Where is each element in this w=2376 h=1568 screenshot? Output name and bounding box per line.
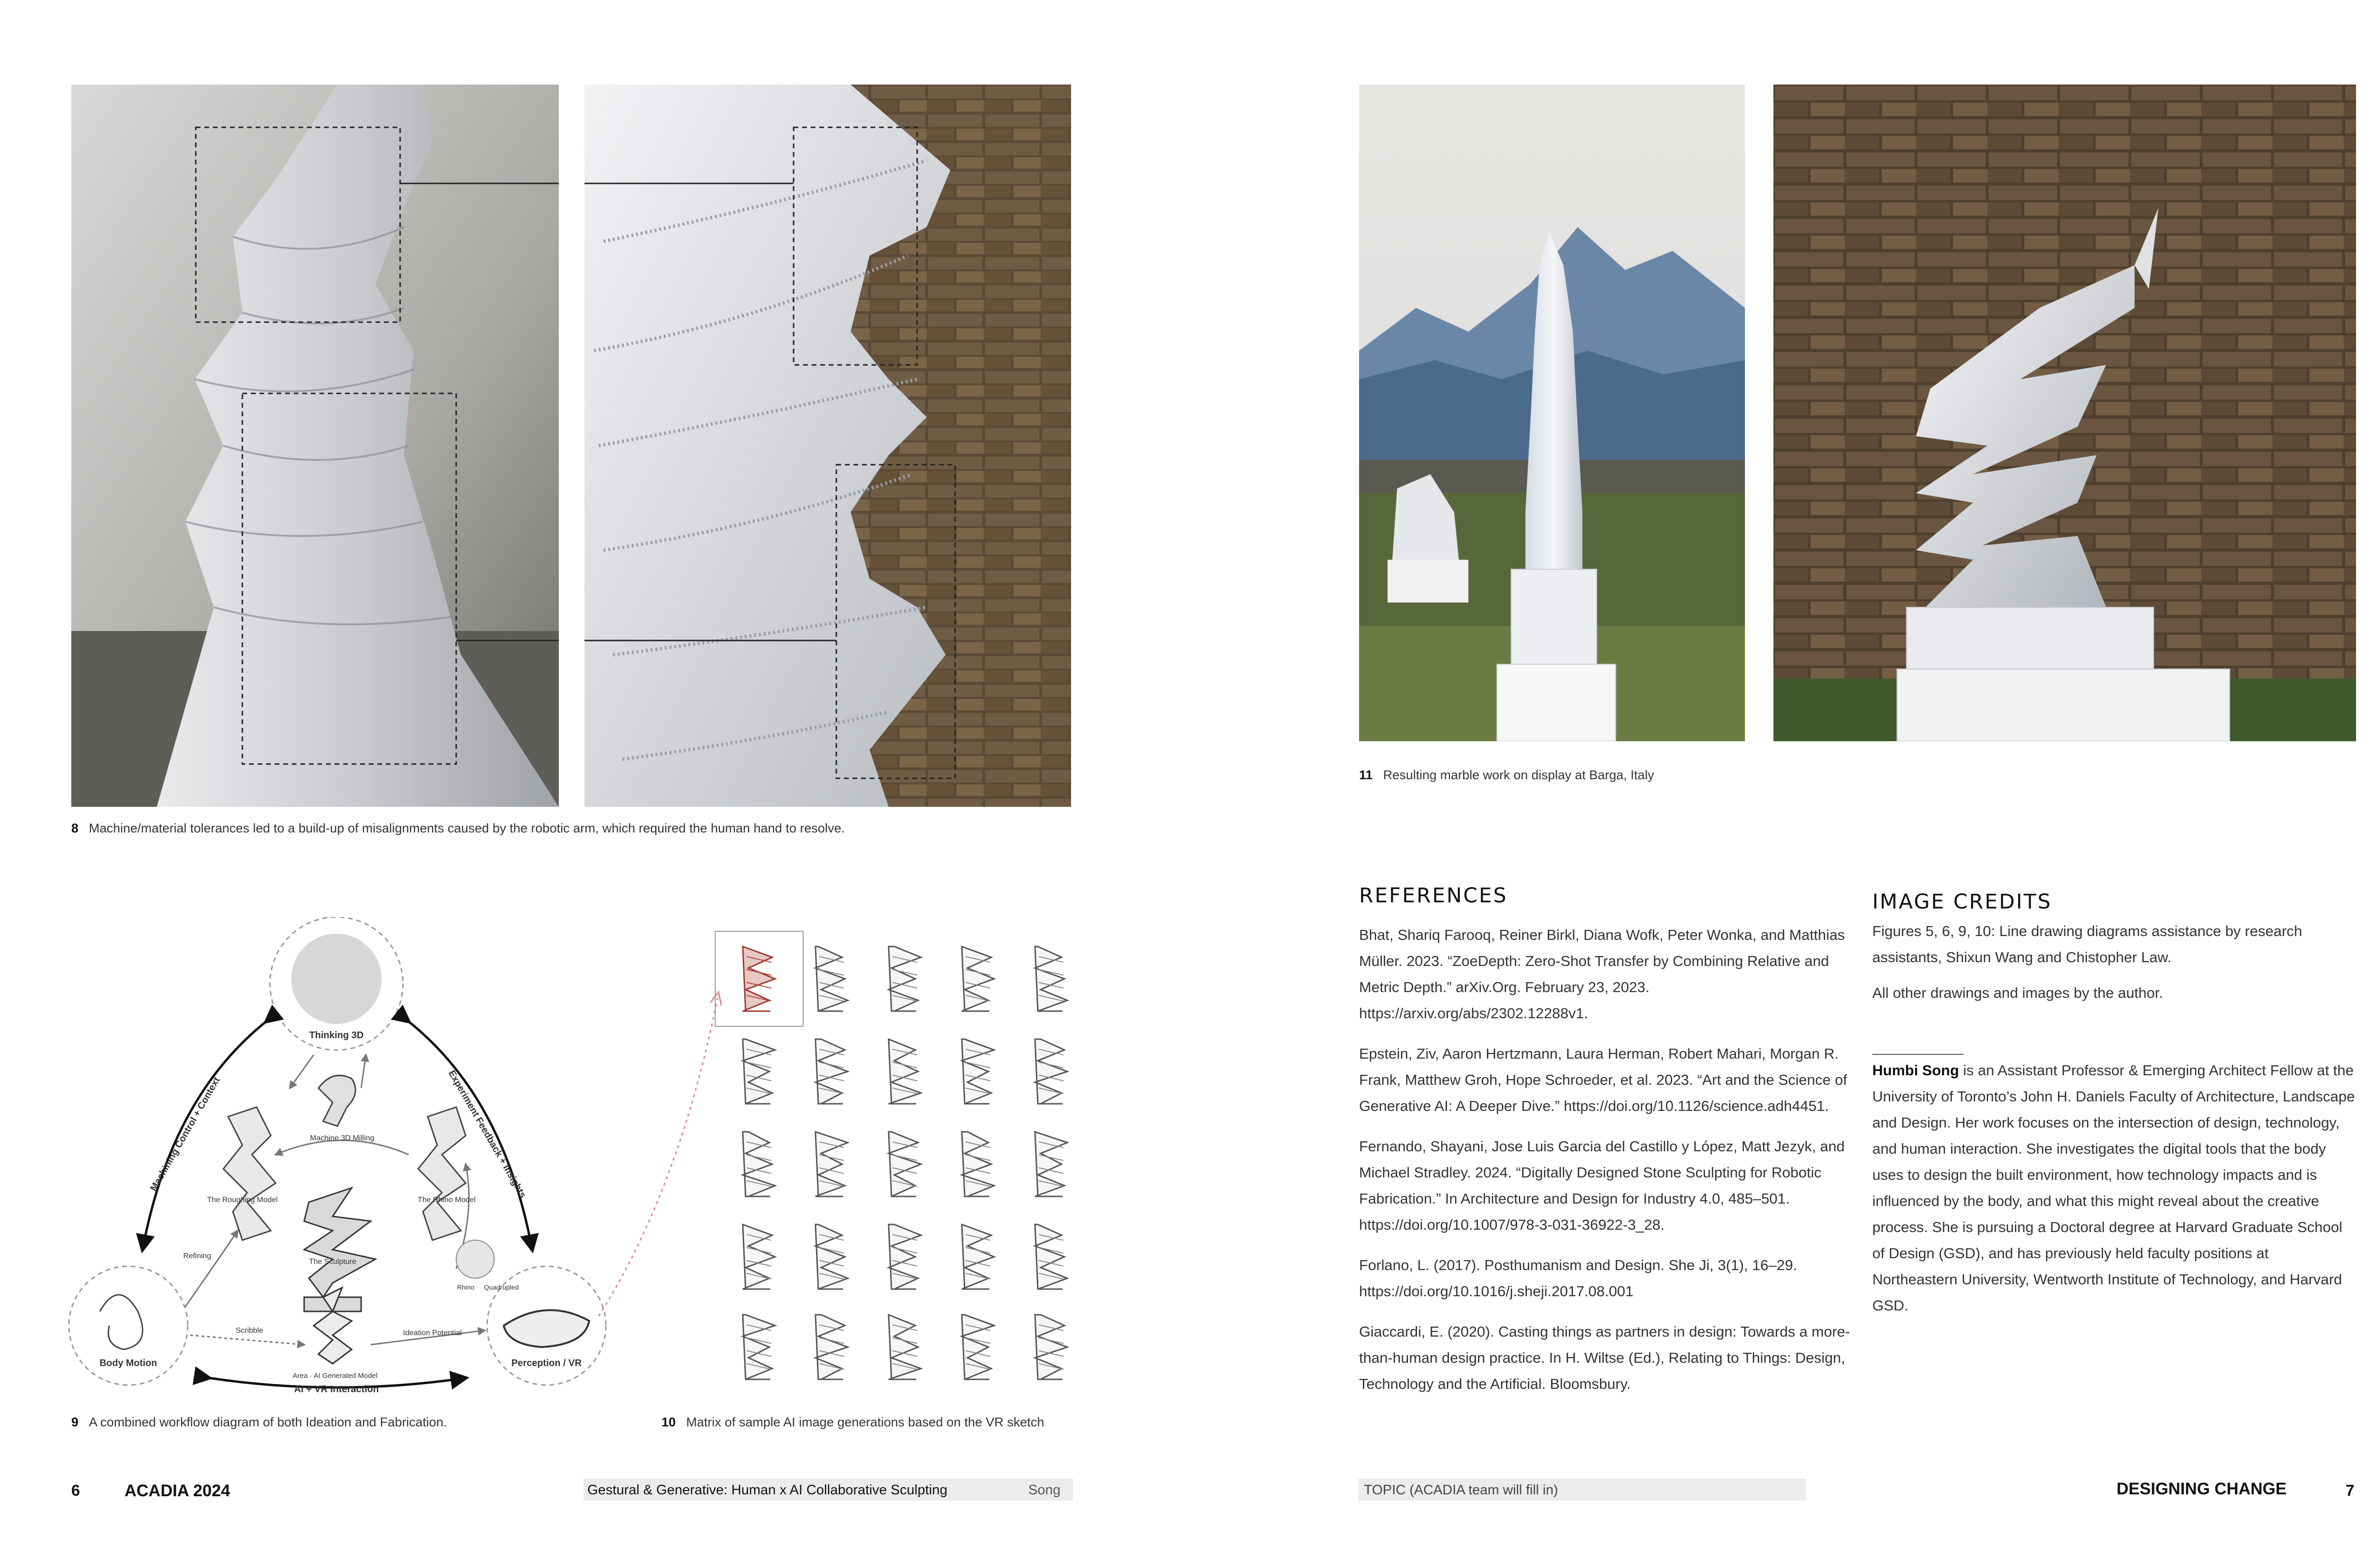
generation-thumbnail: [962, 1315, 994, 1379]
image-credit-item: All other drawings and images by the author.: [1872, 985, 2163, 1001]
figure-10-number: 10: [661, 1415, 676, 1429]
generation-thumbnail: [743, 1039, 775, 1104]
thinking-3d-label: Thinking 3D: [309, 1030, 364, 1041]
generation-thumbnail: [1035, 947, 1067, 1011]
generation-thumbnail: [743, 1132, 775, 1196]
generation-thumbnail: [889, 1315, 921, 1379]
right-topic-text: TOPIC (ACADIA team will fill in): [1364, 1482, 1558, 1498]
right-section-name: DESIGNING CHANGE: [2117, 1480, 2287, 1498]
references-heading: REFERENCES: [1359, 884, 1508, 908]
generation-thumbnail: [889, 1039, 921, 1104]
ai-vr-interaction-label: AI + VR Interaction: [294, 1384, 379, 1395]
sculpture-landscape-image: [1359, 85, 1745, 741]
sculpture-label: The Sculpture: [309, 1258, 356, 1266]
figure-8-caption-text: Machine/material tolerances led to a build-up of misalignments caused by the robotic arm, which required the human hand to resolve.: [89, 821, 845, 835]
machine-milling-label: Machine 3D Milling: [310, 1134, 374, 1142]
figure-9-caption-text: A combined workflow diagram of both Ideation and Fabrication.: [89, 1415, 447, 1429]
rhino-small-label: Rhino: [457, 1283, 475, 1291]
figure-11-left-photo: [1359, 85, 1745, 741]
ai-generated-label: Area · AI Generated Model: [292, 1372, 378, 1380]
generation-thumbnail: [743, 1224, 775, 1289]
figure-11-caption-text: Resulting marble work on display at Barga, Italy: [1383, 768, 1654, 782]
generation-thumbnail: [889, 1224, 921, 1289]
reference-item: Bhat, Shariq Farooq, Reiner Birkl, Diana Wofk, Peter Wonka, and Matthias Müller. 2023. “ZoeDepth: Zero-Shot Transfer by Combining Relative and Metric Depth.” arXiv.Org. February 23, 2023. https://arxiv.org/abs/2302.12288v1.: [1359, 927, 1845, 1022]
figure-9-workflow-diagram: [67, 917, 618, 1397]
bio-divider: [1872, 1054, 1964, 1055]
right-topic-bar: [1358, 1479, 1806, 1501]
generation-thumbnail: [962, 1224, 994, 1289]
rhino-model-drawing: [418, 1107, 466, 1240]
body-motion-sketch: [100, 1295, 143, 1349]
generation-thumbnail: [1035, 1039, 1067, 1104]
figure-8-left-photo: [71, 85, 559, 807]
vr-headset-icon: [504, 1310, 589, 1347]
machine-milling-drawing: [318, 1075, 355, 1126]
generation-thumbnail: [815, 1315, 848, 1379]
marble-closeup-blurred-image: [71, 85, 559, 807]
generation-thumbnail: [962, 1132, 994, 1196]
image-credits-list: [1872, 918, 2366, 1020]
generation-thumbnail: [743, 1315, 775, 1379]
generation-thumbnail: [1035, 1132, 1067, 1196]
generation-thumbnail: [815, 1132, 848, 1196]
roughing-model-label: The Roughing Model: [207, 1196, 278, 1204]
sculpture-stone-wall-image: [1773, 85, 2356, 741]
references-list: [1359, 922, 1853, 1411]
reference-item: Epstein, Ziv, Aaron Hertzmann, Laura Herman, Robert Mahari, Morgan R. Frank, Matthew Groh, Hope Schroeder, et al. 2023. “Art and the Science of Generative AI: A Deeper Dive.” https://doi.org/10.1126/science.adh4451.: [1359, 1045, 1847, 1114]
rhino-model-label: The Rhino Model: [418, 1196, 476, 1204]
marble-detail-stone-wall-image: [584, 85, 1071, 807]
perception-vr-label: Perception / VR: [511, 1358, 582, 1368]
roughing-model-drawing: [223, 1107, 276, 1240]
experiment-feedback-label: Experiment Feedback + Insights: [446, 1068, 528, 1200]
reference-item: Fernando, Shayani, Jose Luis Garcia del Castillo y López, Matt Jezyk, and Michael Stradley. 2024. “Digitally Designed Stone Sculpting for Robotic Fabrication.” In Architecture and Design for Industry 4.0, 485–501. https://doi.org/10.1007/978-3-031-36922-3_28.: [1359, 1138, 1845, 1233]
refining-label: Refining: [183, 1252, 211, 1260]
quadrupled-label: Quadrupled: [484, 1283, 519, 1291]
scribble-label: Scribble: [236, 1327, 263, 1335]
figure-9-number: 9: [71, 1415, 79, 1429]
left-running-title-bar: [584, 1479, 1073, 1501]
reference-item: Giaccardi, E. (2020). Casting things as partners in design: Towards a more-than-human design practice. In H. Wiltse (Ed.), Relating to Things: Design, Technology and the Artificial. Bloomsbury.: [1359, 1323, 1850, 1392]
image-credit-item: Figures 5, 6, 9, 10: Line drawing diagrams assistance by research assistants, Shixun Wang and Chistopher Law.: [1872, 923, 2302, 966]
figure-9-to-10-connector: [594, 988, 727, 1321]
figure-10-caption: [661, 1415, 1044, 1430]
image-credits-heading: IMAGE CREDITS: [1872, 890, 2052, 914]
reference-item: Forlano, L. (2017). Posthumanism and Design. She Ji, 3(1), 16–29. https://doi.org/10.1016/j.sheji.2017.08.001: [1359, 1257, 1797, 1300]
generation-thumbnails: [743, 947, 1067, 1379]
figure-8-caption: [71, 821, 845, 836]
generation-thumbnail: [962, 947, 994, 1011]
figure-8-right-photo: [584, 85, 1071, 807]
author-bio: [1872, 1057, 2357, 1333]
generation-thumbnail: [889, 947, 921, 1011]
figure-10-ai-matrix: [713, 929, 1083, 1385]
ideation-potential-label: Ideation Potential: [403, 1329, 462, 1337]
generation-thumbnail: [889, 1132, 921, 1196]
figure-10-caption-text: Matrix of sample AI image generations based on the VR sketch: [686, 1415, 1044, 1429]
figure-11-caption: [1359, 768, 1654, 783]
author-bio-text: is an Assistant Professor & Emerging Architect Fellow at the University of Toronto’s John H. Daniels Faculty of Architecture, Landscape and Design. Her work focuses on the intersection of design, technology, and human interaction. She investigates the digital tools that the body uses to design the built environment, how technology impacts and is influenced by the body, and what this might reveal about the creative process. She is pursuing a Doctoral degree at Harvard Graduate School of Design (GSD), and has previously held faculty positions at Northeastern University, Wentworth Institute of Technology, and Harvard GSD.: [1872, 1062, 2355, 1314]
left-conference-name: ACADIA 2024: [125, 1482, 230, 1500]
generation-thumbnail: [743, 947, 775, 1011]
generation-thumbnail: [1035, 1224, 1067, 1289]
figure-9-caption: [71, 1415, 447, 1430]
left-running-author: Song: [1028, 1482, 1061, 1498]
generation-thumbnail: [815, 1039, 848, 1104]
right-page-number: 7: [2346, 1482, 2355, 1499]
generation-thumbnail: [815, 947, 848, 1011]
figure-11-number: 11: [1359, 768, 1373, 782]
machining-control-label: Machining Control + Context: [148, 1075, 222, 1193]
generation-thumbnail: [1035, 1315, 1067, 1379]
body-motion-label: Body Motion: [99, 1358, 157, 1368]
left-page-number: 6: [71, 1482, 80, 1499]
generation-thumbnail: [962, 1039, 994, 1104]
generation-thumbnail: [815, 1224, 848, 1289]
figure-8-number: 8: [71, 821, 79, 835]
left-running-title: Gestural & Generative: Human x AI Collaborative Sculpting: [587, 1482, 948, 1498]
author-name: Humbi Song: [1872, 1062, 1959, 1079]
figure-11-right-photo: [1773, 85, 2356, 741]
